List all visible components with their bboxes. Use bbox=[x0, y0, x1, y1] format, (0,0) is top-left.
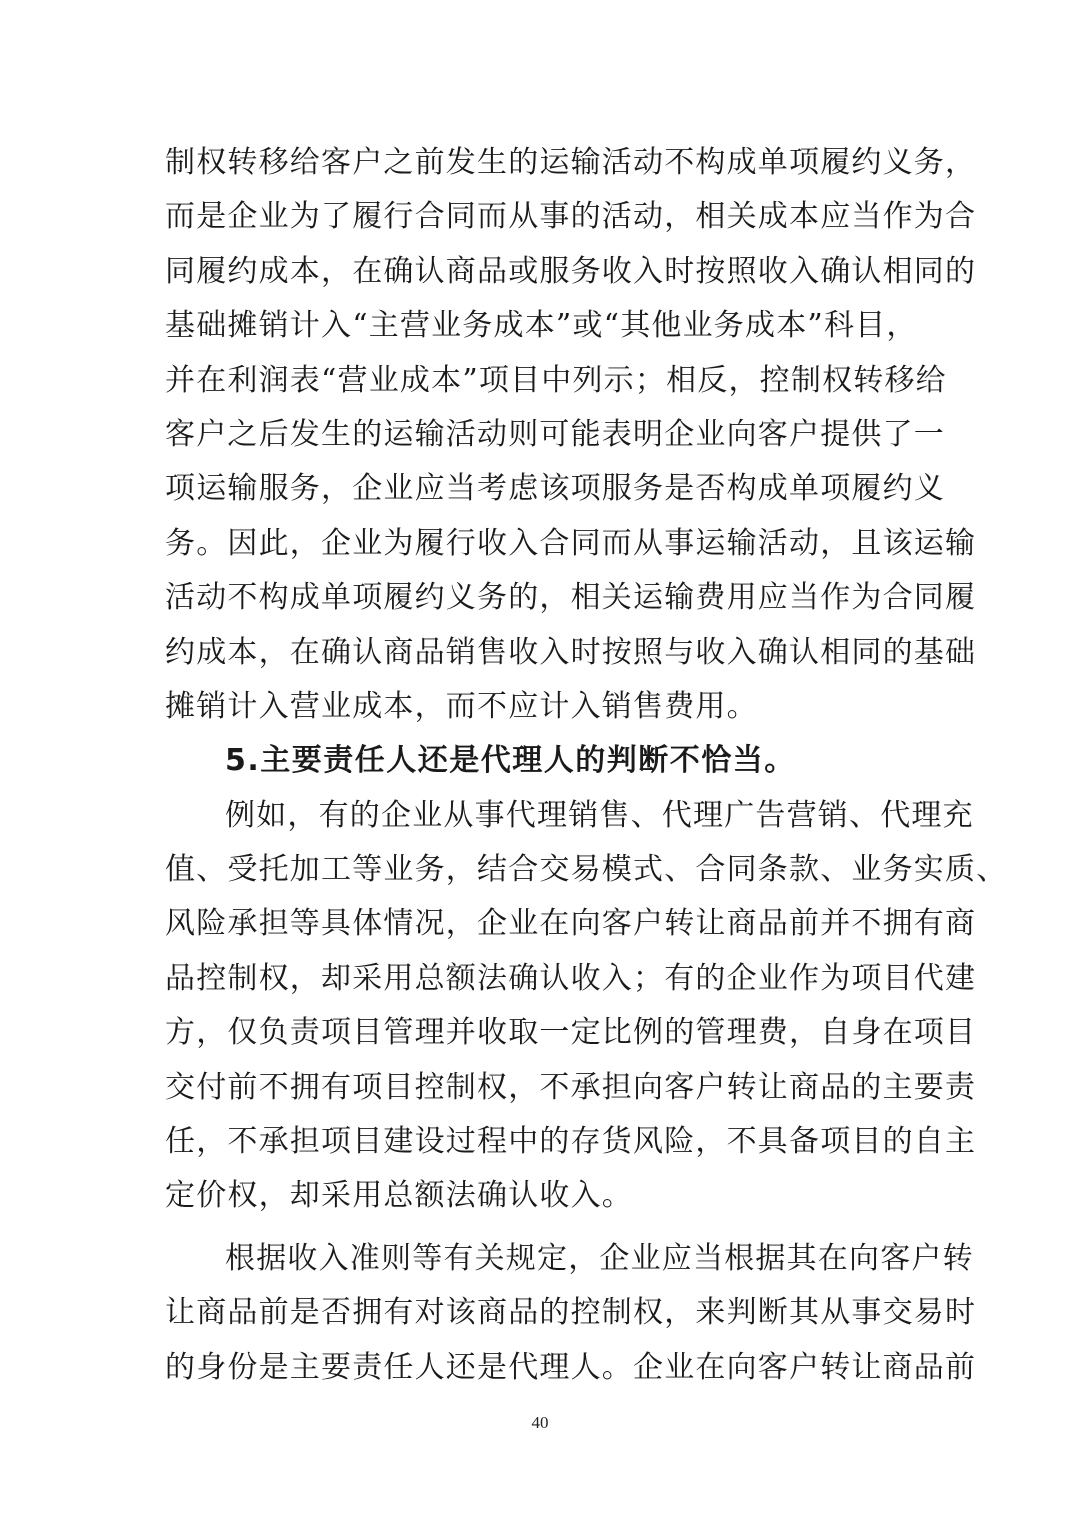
text-line: 而是企业为了履行合同而从事的活动，相关成本应当作为合 bbox=[165, 199, 977, 235]
text-line: 约成本，在确认商品销售收入时按照与收入确认相同的基础 bbox=[165, 634, 977, 670]
section-heading: 5.主要责任人还是代理人的判断不恰当。 bbox=[225, 743, 796, 779]
text-line: 交付前不拥有项目控制权，不承担向客户转让商品的主要责 bbox=[165, 1069, 977, 1105]
text-line: 品控制权，却采用总额法确认收入；有的企业作为项目代建 bbox=[165, 960, 977, 996]
paragraph-examples bbox=[165, 789, 1008, 1224]
text-line-last: 摊销计入营业成本，而不应计入销售费用。 bbox=[165, 688, 758, 724]
text-line: 制权转移给客户之前发生的运输活动不构成单项履约义务， bbox=[165, 145, 977, 180]
text-line: 客户之后发生的运输活动则可能表明企业向客户提供了一 bbox=[165, 416, 945, 452]
page-number: 40 bbox=[531, 1413, 549, 1432]
text-line: 方，仅负责项目管理并收取一定比例的管理费，自身在项目 bbox=[165, 1015, 977, 1051]
text-line: 的身份是主要责任人还是代理人。企业在向客户转让商品前 bbox=[165, 1349, 977, 1385]
text-line: 基础摊销计入“主营业务成本”或“其他业务成本”科目， bbox=[165, 308, 918, 344]
text-line-first: 例如，有的企业从事代理销售、代理广告营销、代理充 bbox=[225, 797, 974, 833]
text-line-last: 定价权，却采用总额法确认收入。 bbox=[165, 1178, 633, 1214]
text-line-first: 根据收入准则等有关规定，企业应当根据其在向客户转 bbox=[225, 1240, 974, 1276]
text-line: 并在利润表“营业成本”项目中列示；相反，控制权转移给 bbox=[165, 362, 947, 398]
text-line: 风险承担等具体情况，企业在向客户转让商品前并不拥有商 bbox=[165, 906, 977, 942]
page-body bbox=[165, 136, 1008, 1395]
paragraph-revenue-standard bbox=[165, 1232, 977, 1395]
paragraph-gap bbox=[165, 1224, 917, 1232]
text-line: 值、受托加工等业务，结合交易模式、合同条款、业务实质、 bbox=[165, 852, 1008, 888]
text-line: 项运输服务，企业应当考虑该项服务是否构成单项履约义 bbox=[165, 471, 945, 507]
text-line: 同履约成本，在确认商品或服务收入时按照收入确认相同的 bbox=[165, 253, 977, 289]
text-line: 务。因此，企业为履行收入合同而从事运输活动，且该运输 bbox=[165, 525, 977, 561]
text-line: 活动不构成单项履约义务的，相关运输费用应当作为合同履 bbox=[165, 580, 977, 616]
text-line: 让商品前是否拥有对该商品的控制权，来判断其从事交易时 bbox=[165, 1295, 977, 1331]
paragraph-transport-cost bbox=[165, 136, 977, 734]
text-line: 任，不承担项目建设过程中的存货风险，不具备项目的自主 bbox=[165, 1124, 977, 1160]
